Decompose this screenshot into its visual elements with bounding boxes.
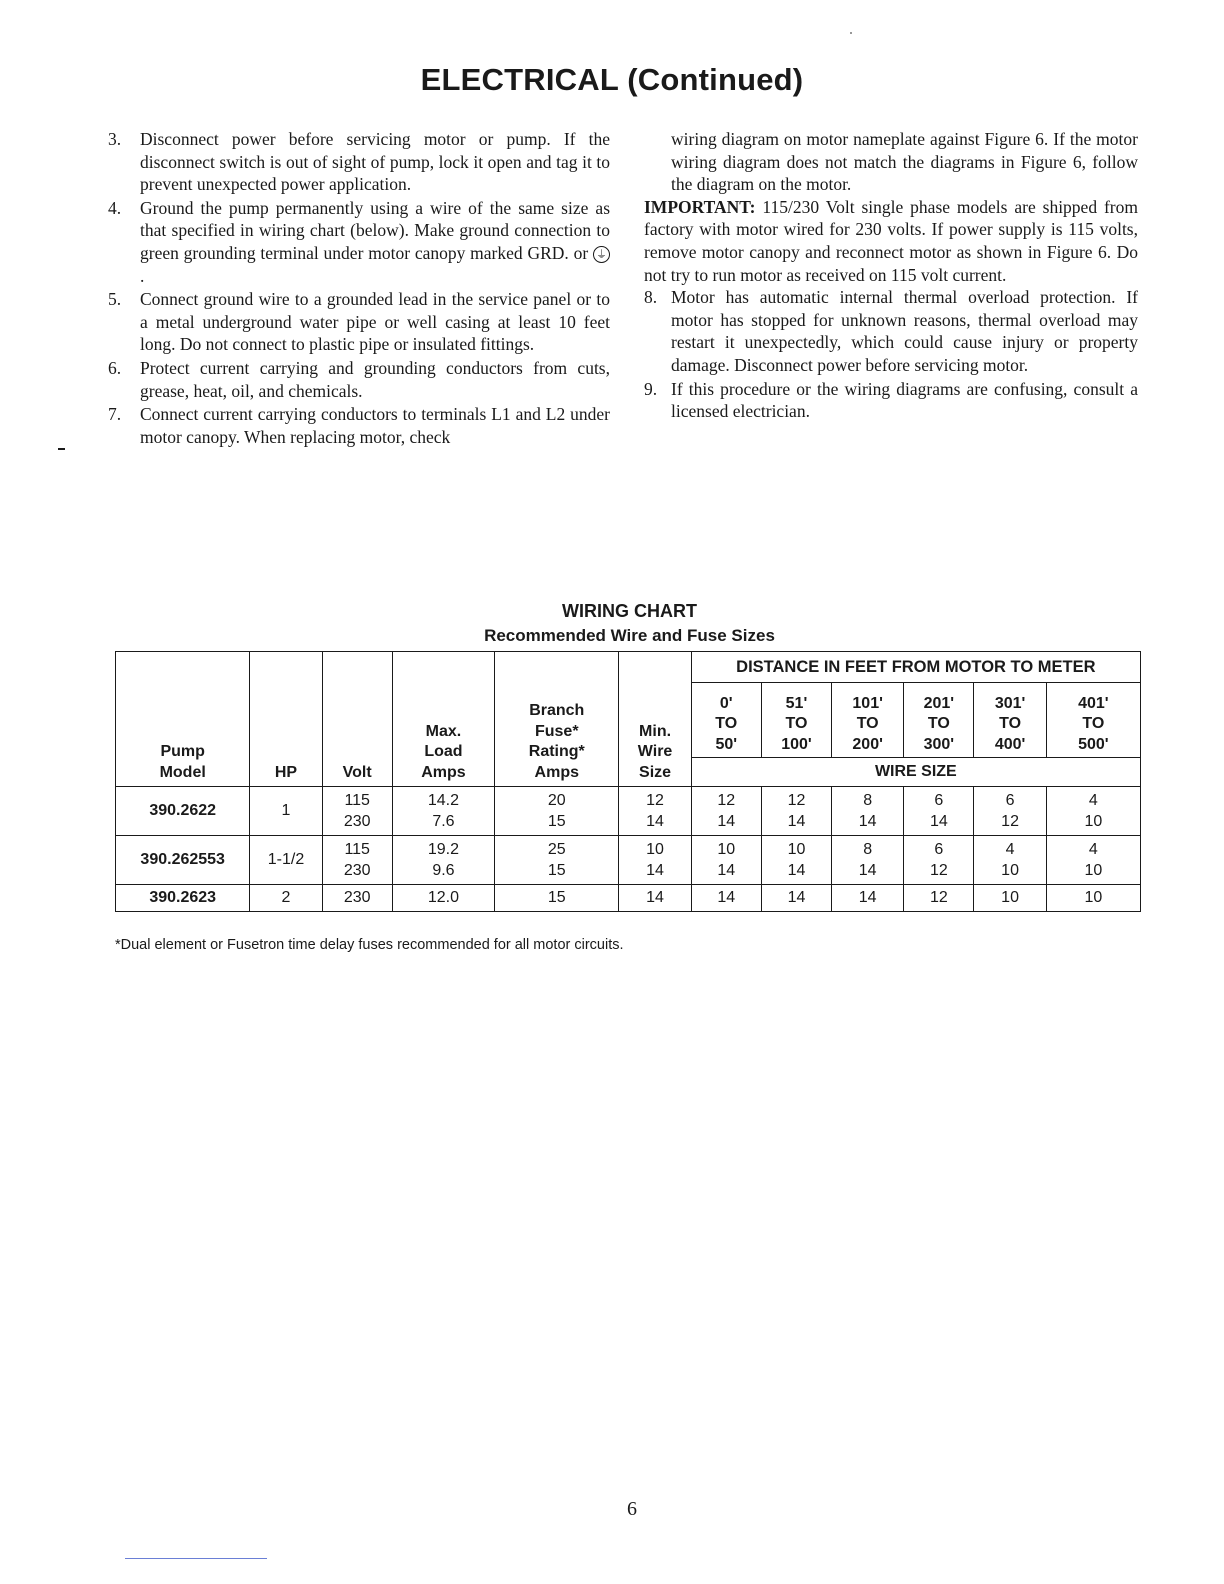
hp-cell: 1-1/2 [250, 836, 322, 885]
wire-size-cell: 10 [974, 885, 1046, 912]
wire-size-cell: 6 12 [974, 787, 1046, 836]
item-number: 3. [108, 129, 122, 149]
col-header-max-load-amps: Max. Load Amps [392, 652, 494, 787]
col-header-pump-model: Pump Model [116, 652, 250, 787]
col-header-range: 0' TO 50' [691, 683, 761, 758]
amps-cell: 14.2 7.6 [392, 787, 494, 836]
item-7-continued: wiring diagram on motor nameplate against Figure 6. If the motor wiring diagram does not match the diagrams in Figure 6, follow the diagram on the motor. [671, 129, 1138, 195]
item-text: Protect current carrying and grounding conductors from cuts, grease, heat, oil, and chemicals. [140, 357, 610, 401]
item-text: Connect ground wire to a grounded lead in the service panel or to a metal underground water pipe or well casing at least 10 feet long. Do not connect to plastic pipe or insulated fittings. [140, 289, 610, 355]
list-item [644, 286, 1138, 376]
link-underline [125, 1558, 267, 1559]
item-text: If this procedure or the wiring diagrams are confusing, consult a licensed electrician. [671, 378, 1138, 422]
table-row [116, 787, 1141, 836]
col-header-range: 401' TO 500' [1046, 683, 1140, 758]
wire-size-cell: 10 14 [691, 836, 761, 885]
table-row [116, 885, 1141, 912]
item-number: 4. [108, 197, 122, 218]
chart-footnote: *Dual element or Fusetron time delay fuses recommended for all motor circuits. [115, 937, 624, 953]
col-header-branch-fuse: Branch Fuse* Rating* Amps [495, 652, 619, 787]
left-column [108, 128, 610, 449]
page-title: ELECTRICAL (Continued) [420, 62, 804, 97]
hp-cell: 2 [250, 885, 322, 912]
pump-model-cell: 390.262553 [116, 836, 250, 885]
wire-size-cell: 10 [1046, 885, 1140, 912]
item-number: 7. [108, 404, 122, 425]
wire-size-cell: 14 [761, 885, 831, 912]
list-item [108, 128, 610, 196]
col-header-hp: HP [250, 652, 322, 787]
item-text-end: . [140, 265, 145, 286]
important-text: 115/230 Volt single phase models are shipped from factory with motor wired for 230 volts. If power supply is 115 volts, remove motor canopy and reconnect motor as shown in Figure 6. Do not try to run motor as received on 115 volt current. [644, 196, 1138, 285]
list-item [108, 288, 610, 356]
amps-cell: 19.2 9.6 [392, 836, 494, 885]
page-number: 6 [627, 1498, 637, 1520]
hp-cell: 1 [250, 787, 322, 836]
volt-cell: 115 230 [322, 836, 392, 885]
pump-model-cell: 390.2623 [116, 885, 250, 912]
item-text: Disconnect power before servicing motor or pump. If the disconnect switch is out of sight of pump, lock it open and tag it to prevent unexpected power application. [140, 129, 610, 195]
col-header-range: 201' TO 300' [904, 683, 974, 758]
wiring-chart-subtitle: Recommended Wire and Fuse Sizes [484, 626, 775, 645]
col-header-range: 301' TO 400' [974, 683, 1046, 758]
table-row [116, 836, 1141, 885]
item-number: 5. [108, 289, 122, 310]
min-wire-cell: 10 14 [619, 836, 691, 885]
wire-size-cell: 8 14 [832, 787, 904, 836]
item-number: 6. [108, 357, 122, 378]
wiring-chart-title: WIRING CHART [562, 601, 697, 621]
wire-size-cell: 14 [832, 885, 904, 912]
wire-size-cell: 10 14 [761, 836, 831, 885]
wire-size-cell: 6 14 [904, 787, 974, 836]
list-item [108, 403, 610, 448]
col-header-range: 51' TO 100' [761, 683, 831, 758]
important-note [644, 196, 1138, 286]
wire-size-cell: 12 [904, 885, 974, 912]
right-column [644, 128, 1138, 424]
item-number: 8. [644, 287, 658, 308]
margin-dash [58, 448, 65, 450]
amps-cell: 12.0 [392, 885, 494, 912]
list-item [644, 378, 1138, 423]
item-text: Ground the pump permanently using a wire of the same size as that specified in wiring chart (below). Make ground connection to green grounding terminal under motor canopy marked GRD. or [140, 197, 610, 263]
list-item [108, 197, 610, 287]
volt-cell: 115 230 [322, 787, 392, 836]
col-header-volt: Volt [322, 652, 392, 787]
col-header-distance: DISTANCE IN FEET FROM MOTOR TO METER [691, 652, 1140, 683]
stray-mark [850, 32, 852, 34]
wire-size-cell: 4 10 [1046, 787, 1140, 836]
volt-cell: 230 [322, 885, 392, 912]
col-header-min-wire-size: Min. Wire Size [619, 652, 691, 787]
wire-size-cell: 4 10 [974, 836, 1046, 885]
wire-size-cell: 12 14 [691, 787, 761, 836]
fuse-cell: 15 [495, 885, 619, 912]
fuse-cell: 20 15 [495, 787, 619, 836]
important-label: IMPORTANT: [644, 196, 756, 217]
col-header-range: 101' TO 200' [832, 683, 904, 758]
wire-size-cell: 14 [691, 885, 761, 912]
fuse-cell: 25 15 [495, 836, 619, 885]
min-wire-cell: 12 14 [619, 787, 691, 836]
wire-size-cell: 8 14 [832, 836, 904, 885]
wire-size-cell: 6 12 [904, 836, 974, 885]
item-text: Connect current carrying conductors to terminals L1 and L2 under motor canopy. When replacing motor, check [140, 404, 610, 447]
pump-model-cell: 390.2622 [116, 787, 250, 836]
min-wire-cell: 14 [619, 885, 691, 912]
wiring-chart-table [115, 651, 1141, 912]
ground-symbol-icon: ⏚ [593, 246, 610, 263]
wire-size-cell: 4 10 [1046, 836, 1140, 885]
item-number: 9. [644, 378, 658, 399]
wire-size-cell: 12 14 [761, 787, 831, 836]
col-header-wire-size: WIRE SIZE [691, 758, 1140, 787]
list-item [108, 357, 610, 402]
item-text: Motor has automatic internal thermal overload protection. If motor has stopped for unknown reasons, thermal overload may restart it unexpectedly, which could cause injury or property damage. Disconnect power before servicing motor. [671, 287, 1138, 375]
